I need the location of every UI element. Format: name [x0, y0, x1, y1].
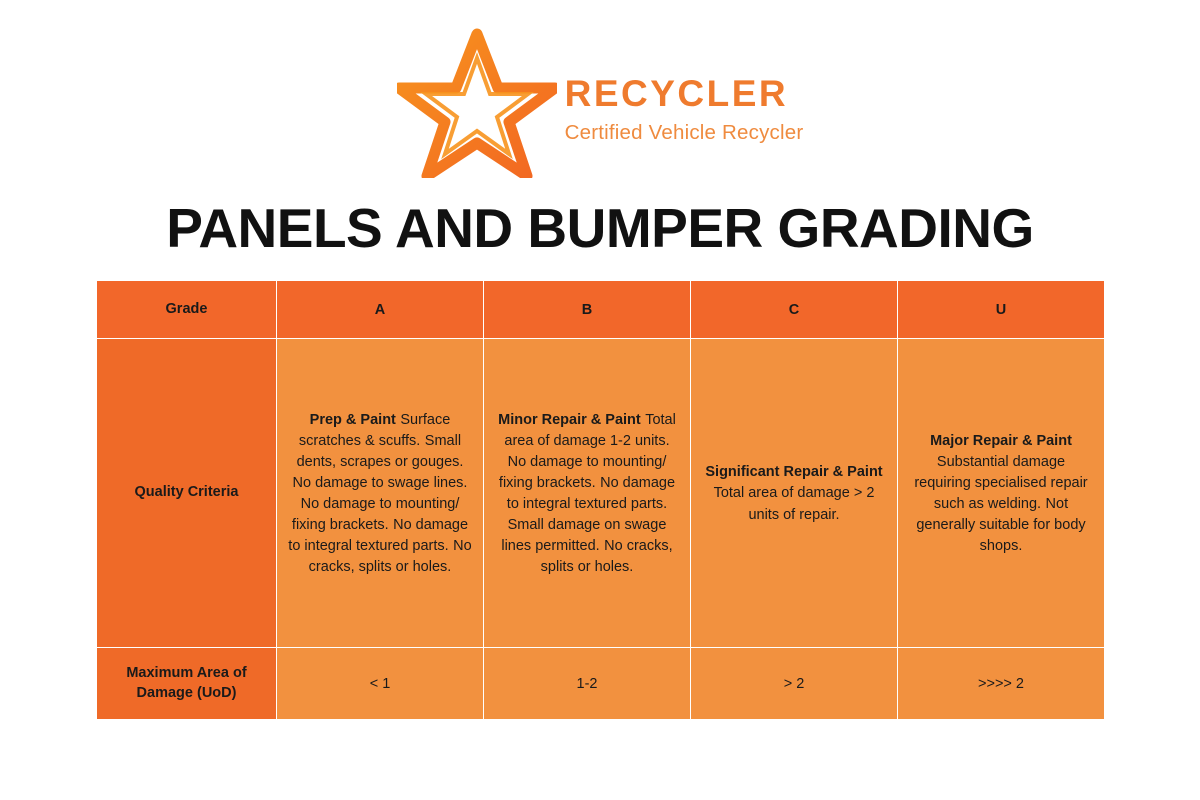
logo-subtitle: Certified Vehicle Recycler [564, 121, 804, 145]
row-label-quality-criteria: Quality Criteria [97, 339, 277, 648]
criteria-c-line-1: Total area of damage > 2 units of repair. [713, 485, 875, 523]
criteria-a-line-2: Small dents, scrapes or gouges. [296, 432, 464, 470]
criteria-b-line-5: No cracks, splits or holes. [540, 538, 673, 576]
criteria-a-line-4: No damage to mounting/ fixing brackets. [291, 496, 460, 534]
criteria-u-line-2: Not generally suitable for body shops. [916, 496, 1086, 555]
header-cell-grade: Grade [97, 281, 277, 339]
max-area-value-b: 1-2 [484, 648, 691, 720]
criteria-cell-a [277, 339, 484, 648]
table-header-row [97, 281, 1105, 339]
criteria-b-head: Minor Repair & Paint [498, 411, 641, 428]
criteria-cell-u [898, 339, 1105, 648]
criteria-a-line-1: Surface scratches & scuffs. [298, 411, 451, 449]
header-cell-a: A [277, 281, 484, 339]
logo [397, 28, 804, 178]
page-title: PANELS AND BUMPER GRADING [166, 197, 1034, 259]
logo-title: RECYCLER [564, 72, 789, 114]
table-row-quality-criteria [97, 339, 1105, 648]
criteria-u-line-1: Substantial damage requiring specialised repair such as welding. [914, 453, 1088, 512]
header-cell-u: U [898, 281, 1105, 339]
criteria-a-line-3: No damage to swage lines. [292, 474, 468, 491]
row-label-maximum-area: Maximum Area of Damage (UoD) [97, 648, 277, 720]
criteria-a-head: Prep & Paint [309, 411, 396, 428]
criteria-b-line-3: No damage to integral textured parts. [506, 474, 676, 512]
max-area-value-a: < 1 [277, 648, 484, 720]
criteria-c-head: Significant Repair & Paint [705, 464, 883, 481]
star-icon [397, 28, 557, 178]
criteria-b-line-1: Total area of damage 1-2 units. [504, 411, 676, 449]
criteria-u-head: Major Repair & Paint [930, 432, 1072, 449]
table-row-maximum-area [97, 648, 1105, 720]
max-area-value-u: >>>> 2 [898, 648, 1105, 720]
logo-text [565, 61, 804, 146]
criteria-cell-c [691, 339, 898, 648]
criteria-b-line-4: Small damage on swage lines permitted. [501, 517, 667, 555]
header-cell-b: B [484, 281, 691, 339]
criteria-b-line-2: No damage to mounting/ fixing brackets. [498, 453, 667, 491]
criteria-a-line-6: No cracks, splits or holes. [308, 538, 472, 576]
logo-block [0, 28, 1200, 178]
max-area-value-c: > 2 [691, 648, 898, 720]
criteria-cell-b [484, 339, 691, 648]
header-cell-c: C [691, 281, 898, 339]
criteria-a-line-5: No damage to integral textured parts. [288, 517, 469, 555]
grading-table [96, 280, 1105, 720]
